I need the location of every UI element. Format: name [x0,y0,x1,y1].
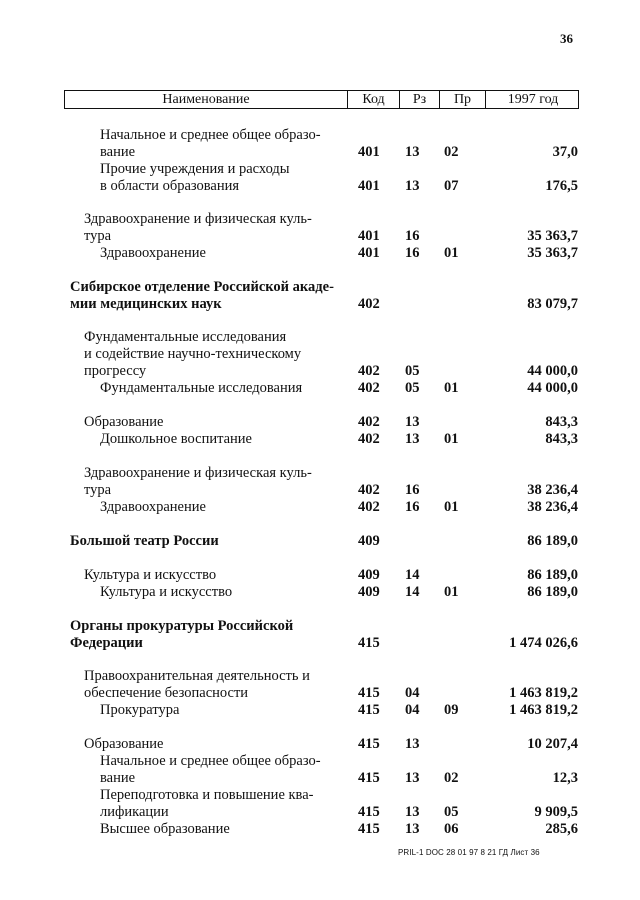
row-name-line: обеспечение безопасности [84,685,249,701]
row-name-line: Высшее образование [100,821,230,837]
table-row [0,533,640,550]
row-code: 415 [358,635,380,651]
row-code: 415 [358,736,380,752]
row-code: 409 [358,584,380,600]
row-code: 401 [358,228,380,244]
row-pr: 07 [444,178,459,194]
row-amount: 86 189,0 [527,533,578,549]
row-name-line: мии медицинских наук [70,296,222,312]
row-code: 402 [358,482,380,498]
row-name-line: вание [100,144,136,160]
table-row [0,702,640,719]
row-name-line: Здравоохранение [100,245,206,261]
row-rz: 13 [405,804,420,820]
row-pr: 01 [444,499,459,515]
row-amount: 86 189,0 [527,567,578,583]
row-rz: 13 [405,821,420,837]
row-amount: 35 363,7 [527,228,578,244]
row-rz: 14 [405,584,420,600]
header-rz: Рз [399,91,439,108]
row-amount: 83 079,7 [527,296,578,312]
row-rz: 04 [405,685,420,701]
row-name-line: Здравоохранение и физическая куль- [84,465,312,481]
table-row [0,499,640,516]
table-row [0,668,640,702]
row-amount: 1 474 026,6 [509,635,578,651]
table-row [0,787,640,821]
row-amount: 9 909,5 [534,804,578,820]
row-rz: 05 [405,363,420,379]
row-name-line: Фундаментальные исследования [100,380,303,396]
row-name-line: Здравоохранение и физическая куль- [84,211,312,227]
row-rz: 13 [405,178,420,194]
table-row [0,211,640,245]
row-code: 401 [358,178,380,194]
row-amount: 12,3 [552,770,578,786]
row-name-line: Культура и искусство [100,584,233,600]
row-code: 415 [358,685,380,701]
row-name-line: Правоохранительная деятельность и [84,668,310,684]
table-row [0,618,640,652]
row-code: 401 [358,144,380,160]
row-name-line: Большой театр России [70,533,219,549]
row-code: 415 [358,702,380,718]
row-name-line: Здравоохранение [100,499,206,515]
row-amount: 35 363,7 [527,245,578,261]
row-name-line: Сибирское отделение Российской акаде- [70,279,334,295]
row-name-line: Образование [84,414,164,430]
row-pr: 01 [444,245,459,261]
table-row [0,567,640,584]
row-pr: 02 [444,770,459,786]
row-amount: 285,6 [545,821,578,837]
row-code: 402 [358,363,380,379]
row-name-line: Начальное и среднее общее образо- [100,127,321,143]
row-name-line: прогрессу [84,363,147,379]
row-amount: 1 463 819,2 [509,685,578,701]
row-code: 402 [358,414,380,430]
row-amount: 38 236,4 [527,482,578,498]
row-amount: 44 000,0 [527,380,578,396]
table-row [0,584,640,601]
row-rz: 14 [405,567,420,583]
table-row [0,431,640,448]
row-pr: 06 [444,821,459,837]
table-row [0,279,640,313]
row-pr: 01 [444,584,459,600]
row-rz: 05 [405,380,420,396]
row-name-line: лификации [100,804,169,820]
row-rz: 13 [405,414,420,430]
row-rz: 16 [405,499,420,515]
row-code: 402 [358,431,380,447]
row-code: 409 [358,567,380,583]
document-footer: PRIL-1 DOC 28 01 97 8 21 ГД Лист 36 [398,848,540,857]
row-name-line: Федерации [70,635,143,651]
table-row [0,127,640,161]
row-name-line: вание [100,770,136,786]
row-name-line: Дошкольное воспитание [100,431,252,447]
row-name-line: Культура и искусство [84,567,217,583]
row-name-line: Начальное и среднее общее образо- [100,753,321,769]
header-code: Код [347,91,399,108]
row-rz: 16 [405,228,420,244]
row-amount: 843,3 [545,431,578,447]
row-name-line: Прокуратура [100,702,180,718]
row-code: 415 [358,821,380,837]
row-name-line: Фундаментальные исследования [84,329,287,345]
row-amount: 37,0 [552,144,578,160]
row-amount: 86 189,0 [527,584,578,600]
row-rz: 13 [405,736,420,752]
row-rz: 13 [405,431,420,447]
row-rz: 13 [405,770,420,786]
header-pr: Пр [439,91,485,108]
row-pr: 01 [444,431,459,447]
row-pr: 09 [444,702,459,718]
header-name: Наименование [162,92,250,107]
row-name-line: тура [84,228,112,244]
row-amount: 176,5 [545,178,578,194]
row-code: 415 [358,770,380,786]
table-row [0,465,640,499]
row-pr: 02 [444,144,459,160]
row-rz: 16 [405,245,420,261]
table-row [0,736,640,753]
row-name-line: Прочие учреждения и расходы [100,161,290,177]
row-name-line: Органы прокуратуры Российской [70,618,294,634]
table-row [0,161,640,195]
row-amount: 10 207,4 [527,736,578,752]
row-amount: 44 000,0 [527,363,578,379]
row-pr: 01 [444,380,459,396]
table-row [0,753,640,787]
row-name-line: и содействие научно-техническому [84,346,302,362]
row-amount: 843,3 [545,414,578,430]
row-pr: 05 [444,804,459,820]
row-rz: 13 [405,144,420,160]
row-code: 409 [358,533,380,549]
row-code: 402 [358,296,380,312]
header-year: 1997 год [485,91,580,108]
row-amount: 1 463 819,2 [509,702,578,718]
row-name-line: Переподготовка и повышение ква- [100,787,314,803]
row-code: 401 [358,245,380,261]
table-row [0,821,640,838]
row-code: 402 [358,499,380,515]
row-amount: 38 236,4 [527,499,578,515]
table-row [0,380,640,397]
row-rz: 16 [405,482,420,498]
row-name-line: Образование [84,736,164,752]
page-number: 36 [560,31,573,46]
row-code: 415 [358,804,380,820]
table-row [0,245,640,262]
row-code: 402 [358,380,380,396]
row-name-line: тура [84,482,112,498]
table-row [0,414,640,431]
table-row [0,329,640,380]
row-rz: 04 [405,702,420,718]
row-name-line: в области образования [100,178,240,194]
